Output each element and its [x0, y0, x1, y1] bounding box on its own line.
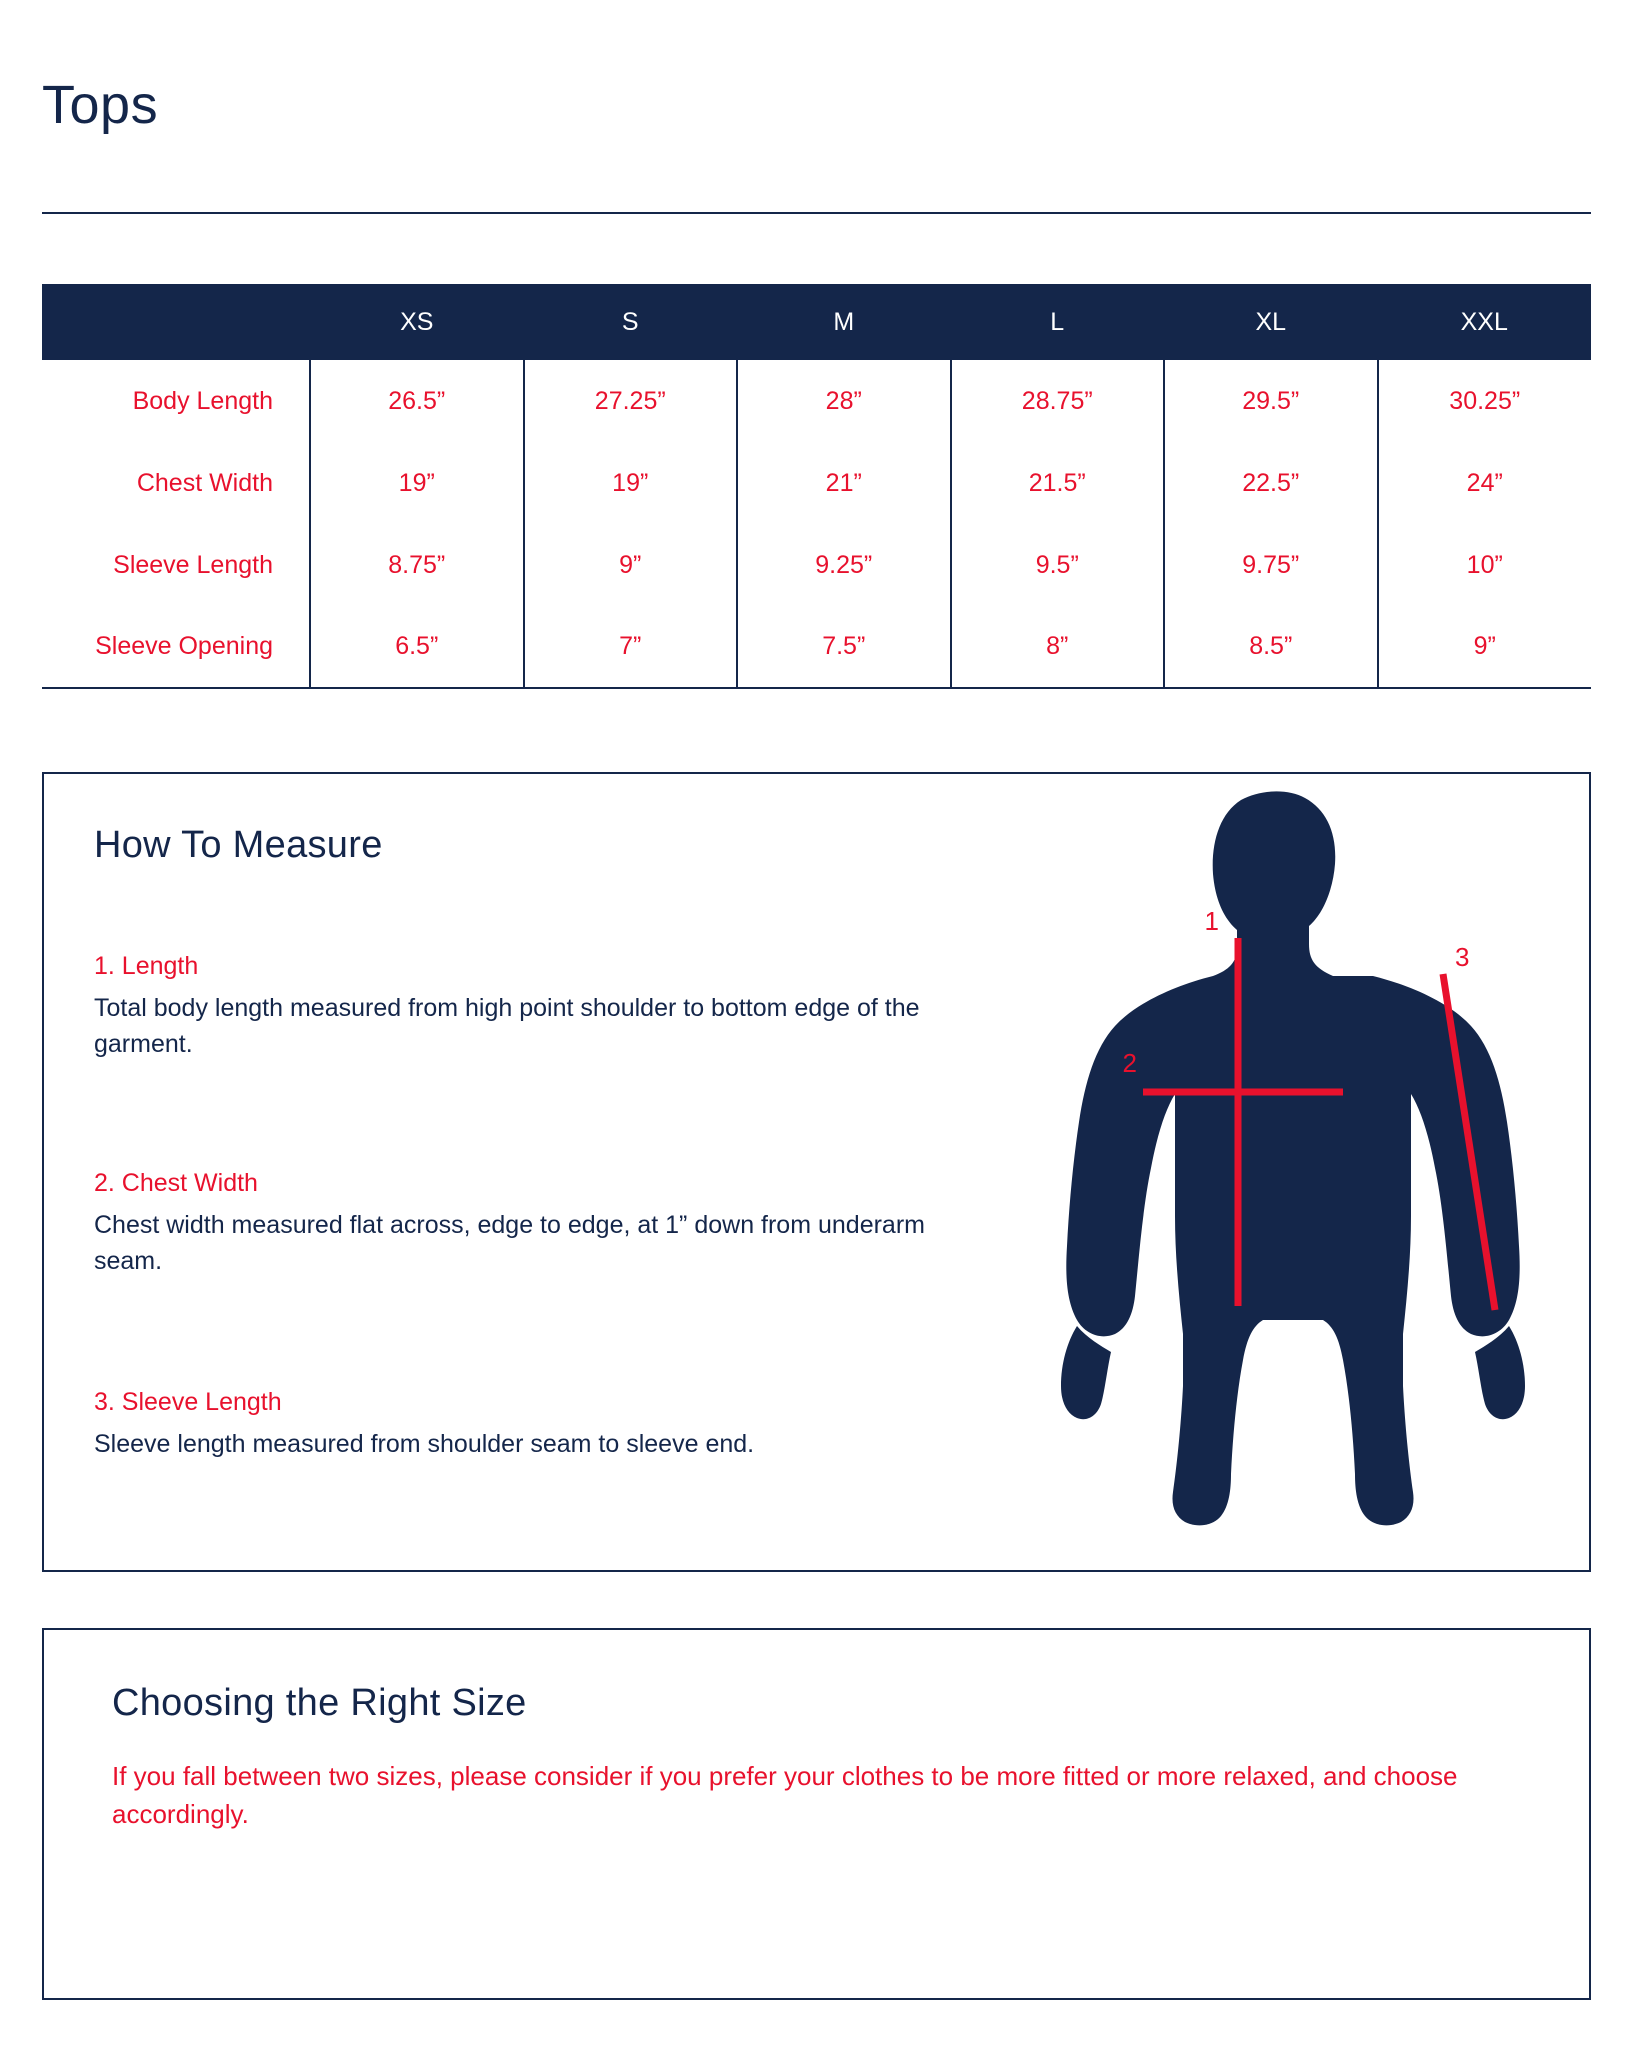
figure-marker-3: 3: [1455, 942, 1470, 972]
column-header-xl: XL: [1164, 284, 1378, 360]
column-header-xxl: XXL: [1378, 284, 1592, 360]
row-label-sleeve-length: Sleeve Length: [113, 550, 273, 579]
cell-sleeve-opening-xs: 6.5”: [310, 606, 524, 688]
cell-chest-width-xxl: 24”: [1378, 442, 1592, 524]
measure-item-length-body: Total body length measured from high point shoulder to bottom edge of the garment.: [94, 994, 920, 1058]
cell-chest-width-m: 21”: [737, 442, 951, 524]
figure-marker-1: 1: [1204, 906, 1219, 936]
cell-sleeve-opening-xl: 8.5”: [1164, 606, 1378, 688]
cell-sleeve-opening-s: 7”: [524, 606, 738, 688]
column-header-m: M: [737, 284, 951, 360]
cell-body-length-xl: 29.5”: [1164, 360, 1378, 442]
measure-item-sleeve-length: [94, 1388, 994, 1463]
measurement-figure: [1023, 786, 1563, 1556]
table-corner-cell: [42, 284, 310, 360]
choosing-size-body: If you fall between two sizes, please consider if you prefer your clothes to be more fitted or more relaxed, and choose accordingly.: [112, 1761, 1458, 1829]
table-row: [42, 360, 1591, 442]
row-label-chest-width: Chest Width: [136, 468, 273, 497]
cell-sleeve-length-l: 9.5”: [951, 524, 1165, 606]
table-row: [42, 606, 1591, 688]
table-header-row: [42, 284, 1591, 360]
cell-sleeve-length-xxl: 10”: [1378, 524, 1592, 606]
torso-silhouette-icon: [1023, 786, 1563, 1556]
cell-body-length-l: 28.75”: [951, 360, 1165, 442]
cell-sleeve-opening-l: 8”: [951, 606, 1165, 688]
cell-body-length-xxl: 30.25”: [1378, 360, 1592, 442]
table-row: [42, 524, 1591, 606]
measure-item-chest-width-title: 2. Chest Width: [94, 1169, 258, 1197]
cell-chest-width-s: 19”: [524, 442, 738, 524]
cell-sleeve-opening-xxl: 9”: [1378, 606, 1592, 688]
column-header-xs: XS: [310, 284, 524, 360]
cell-body-length-xs: 26.5”: [310, 360, 524, 442]
measure-item-chest-width: [94, 1169, 994, 1279]
measure-item-sleeve-length-body: Sleeve length measured from shoulder seam to sleeve end.: [94, 1430, 755, 1458]
cell-sleeve-length-s: 9”: [524, 524, 738, 606]
table-row: [42, 442, 1591, 524]
cell-chest-width-xl: 22.5”: [1164, 442, 1378, 524]
choosing-size-panel: [42, 1628, 1591, 2000]
cell-body-length-m: 28”: [737, 360, 951, 442]
choosing-size-heading: Choosing the Right Size: [112, 1682, 527, 1724]
measure-item-length: [94, 952, 994, 1062]
size-chart-table: [42, 284, 1591, 689]
column-header-s: S: [524, 284, 738, 360]
measure-item-length-title: 1. Length: [94, 952, 199, 980]
cell-sleeve-length-xl: 9.75”: [1164, 524, 1378, 606]
cell-sleeve-opening-m: 7.5”: [737, 606, 951, 688]
column-header-l: L: [951, 284, 1165, 360]
row-label-sleeve-opening: Sleeve Opening: [42, 606, 310, 688]
cell-body-length-s: 27.25”: [524, 360, 738, 442]
title-divider: [42, 212, 1591, 214]
figure-marker-2: 2: [1122, 1048, 1137, 1078]
cell-chest-width-xs: 19”: [310, 442, 524, 524]
measure-item-sleeve-length-title: 3. Sleeve Length: [94, 1388, 282, 1416]
measure-item-chest-width-body: Chest width measured flat across, edge to edge, at 1” down from underarm seam.: [94, 1211, 925, 1275]
how-to-measure-panel: [42, 772, 1591, 1572]
cell-chest-width-l: 21.5”: [951, 442, 1165, 524]
row-label-body-length: Body Length: [132, 386, 273, 415]
cell-sleeve-length-m: 9.25”: [737, 524, 951, 606]
page-title: Tops: [42, 75, 159, 135]
how-to-measure-heading: How To Measure: [94, 824, 383, 866]
cell-sleeve-length-xs: 8.75”: [310, 524, 524, 606]
